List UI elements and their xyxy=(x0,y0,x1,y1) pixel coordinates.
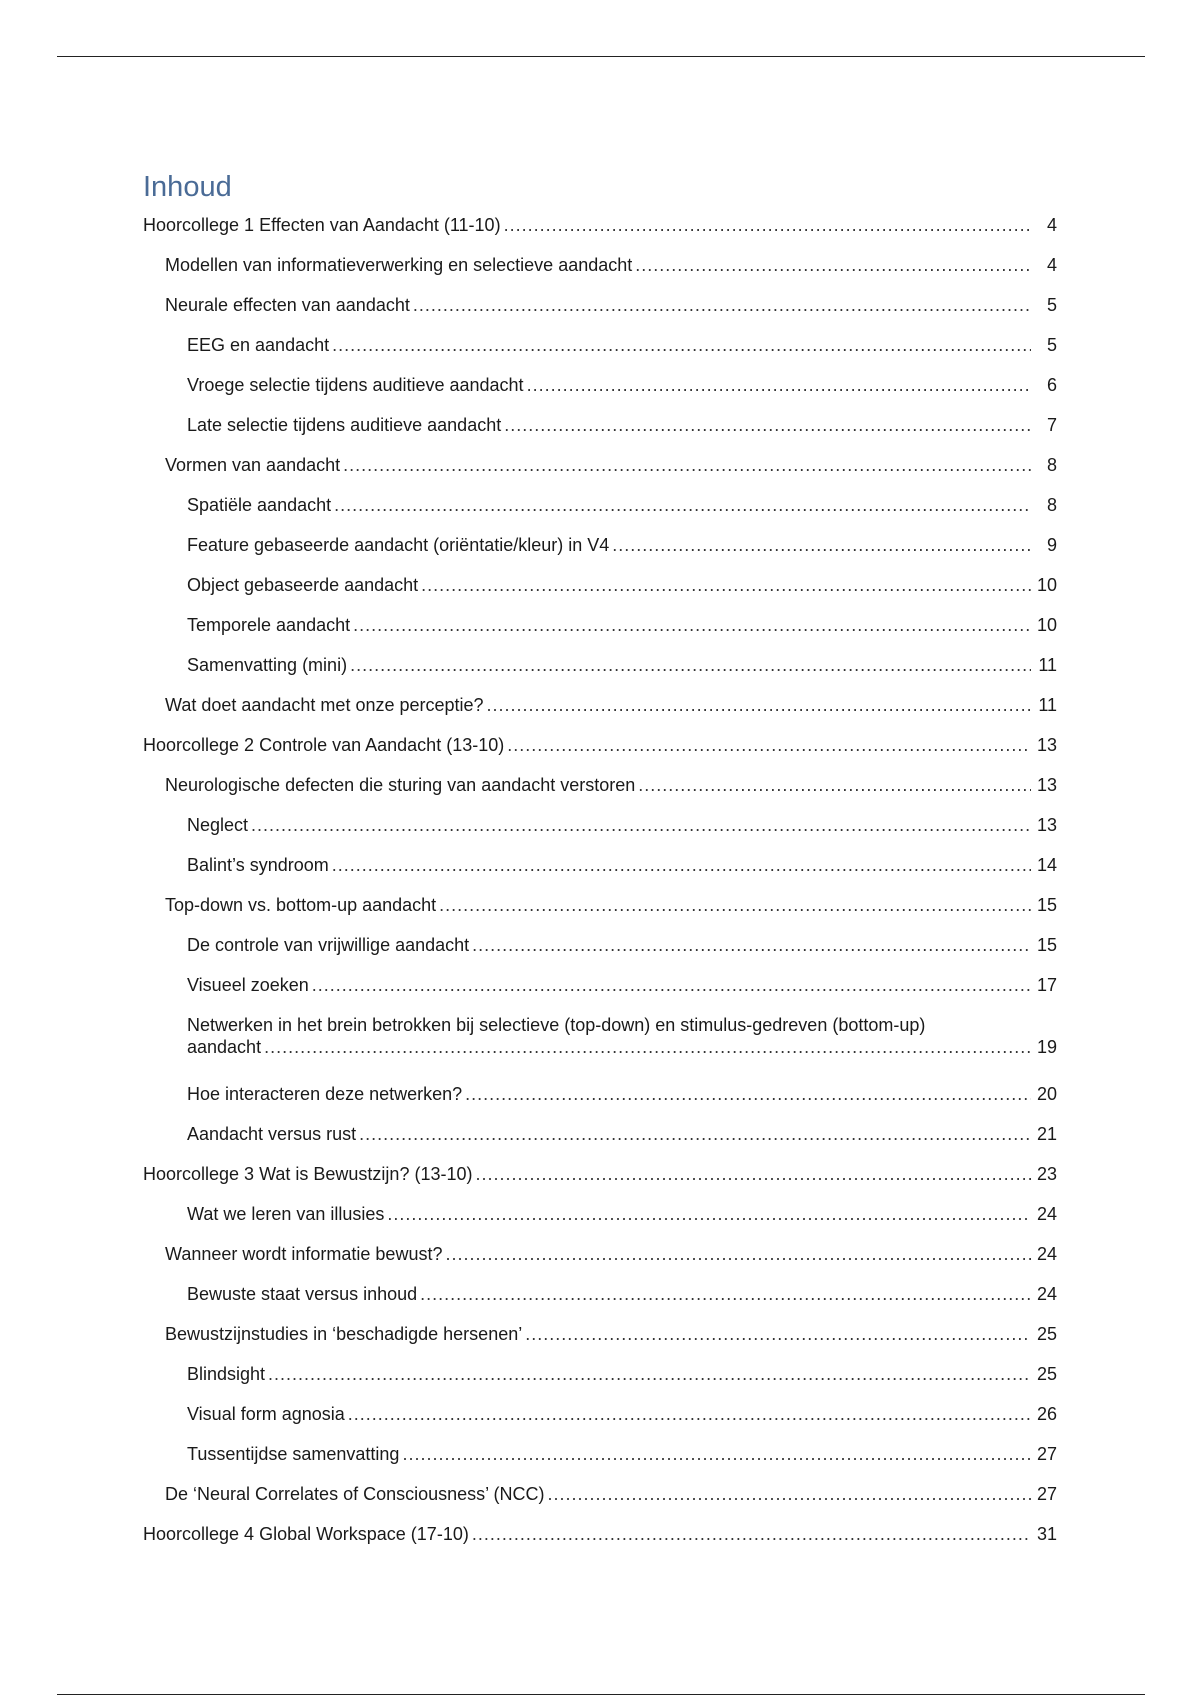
toc-page-number: 9 xyxy=(1046,535,1057,555)
toc-page-number: 13 xyxy=(1036,735,1057,755)
toc-entry-text: Neurale effecten van aandacht xyxy=(165,295,410,315)
toc-page-number: 24 xyxy=(1036,1244,1057,1264)
dot-leader xyxy=(475,1163,1031,1185)
dot-leader xyxy=(504,414,1031,436)
header-rule xyxy=(57,56,1145,57)
toc-entry-line xyxy=(187,814,1057,836)
toc-entry[interactable] xyxy=(143,1159,1057,1199)
toc-page-number: 15 xyxy=(1036,895,1057,915)
dot-leader xyxy=(348,1403,1031,1425)
toc-entry-line xyxy=(165,1323,1057,1345)
toc-entry-text: Netwerken in het brein betrokken bij selectieve (top-down) en stimulus-gedreven (bottom-up) xyxy=(187,1015,926,1035)
toc-entry-line xyxy=(165,694,1057,716)
toc-entry-text-continued: aandacht xyxy=(187,1037,262,1057)
toc-entry-text: Temporele aandacht xyxy=(187,615,351,635)
toc-entry-text: Spatiële aandacht xyxy=(187,495,332,515)
toc-entry-text: Bewuste staat versus inhoud xyxy=(187,1284,418,1304)
toc-page-number: 8 xyxy=(1046,495,1057,515)
toc-entry[interactable] xyxy=(143,1279,1057,1319)
dot-leader xyxy=(612,534,1031,556)
toc-entry[interactable] xyxy=(143,1079,1057,1119)
toc-entry-line xyxy=(187,1203,1057,1225)
toc-entry[interactable] xyxy=(143,770,1057,810)
toc-entry[interactable] xyxy=(143,810,1057,850)
toc-page-number: 24 xyxy=(1036,1204,1057,1224)
toc-page-number: 13 xyxy=(1036,815,1057,835)
dot-leader xyxy=(264,1036,1031,1058)
toc-entry-text: Balint’s syndroom xyxy=(187,855,329,875)
toc-page-number: 4 xyxy=(1046,255,1057,275)
toc-entry-text: Hoe interacteren deze netwerken? xyxy=(187,1084,463,1104)
dot-leader xyxy=(465,1083,1031,1105)
toc-entry-text: Vormen van aandacht xyxy=(165,455,341,475)
toc-entry-text: Modellen van informatieverwerking en selectieve aandacht xyxy=(165,255,633,275)
toc-entry-line xyxy=(165,894,1057,916)
table-of-contents xyxy=(143,168,1057,1559)
toc-entry-text: Bewustzijnstudies in ‘beschadigde hersenen’ xyxy=(165,1324,523,1344)
toc-entry[interactable] xyxy=(143,570,1057,610)
toc-entry[interactable] xyxy=(143,1319,1057,1359)
toc-page-number: 14 xyxy=(1036,855,1057,875)
toc-entry-line xyxy=(187,574,1057,596)
toc-page-number: 5 xyxy=(1046,335,1057,355)
toc-entry-line xyxy=(143,214,1057,236)
toc-entry[interactable] xyxy=(143,370,1057,410)
toc-page-number: 11 xyxy=(1038,655,1057,675)
toc-entry[interactable] xyxy=(143,1519,1057,1559)
toc-entry-line xyxy=(187,934,1057,956)
dot-leader xyxy=(635,254,1031,276)
toc-entry[interactable] xyxy=(143,650,1057,690)
toc-entry-line xyxy=(187,534,1057,556)
toc-page-number: 25 xyxy=(1036,1324,1057,1344)
toc-entry[interactable] xyxy=(143,410,1057,450)
toc-entry[interactable] xyxy=(143,250,1057,290)
toc-entry-line xyxy=(187,1283,1057,1305)
toc-entry-line xyxy=(187,1363,1057,1385)
toc-entry[interactable] xyxy=(143,1119,1057,1159)
toc-entry-line xyxy=(143,734,1057,756)
toc-entry-text: Vroege selectie tijdens auditieve aandacht xyxy=(187,375,524,395)
toc-entry-text: Feature gebaseerde aandacht (oriëntatie/kleur) in V4 xyxy=(187,535,610,555)
toc-entry-text: Hoorcollege 1 Effecten van Aandacht (11-10) xyxy=(143,215,501,235)
toc-entry-text: Aandacht versus rust xyxy=(187,1124,357,1144)
toc-page-number: 27 xyxy=(1036,1484,1057,1504)
toc-entry[interactable] xyxy=(143,290,1057,330)
toc-page-number: 7 xyxy=(1046,415,1057,435)
dot-leader xyxy=(487,694,1031,716)
toc-entry[interactable] xyxy=(143,690,1057,730)
toc-page-number: 11 xyxy=(1038,695,1057,715)
dot-leader xyxy=(334,494,1031,516)
dot-leader xyxy=(525,1323,1031,1345)
toc-entry-line xyxy=(165,1243,1057,1265)
toc-entry[interactable] xyxy=(143,530,1057,570)
toc-page-number: 24 xyxy=(1036,1284,1057,1304)
toc-entry-text: Hoorcollege 3 Wat is Bewustzijn? (13-10) xyxy=(143,1164,473,1184)
dot-leader xyxy=(472,934,1031,956)
toc-entry[interactable] xyxy=(143,850,1057,890)
dot-leader xyxy=(402,1443,1031,1465)
toc-entry-line xyxy=(187,614,1057,636)
toc-entry[interactable] xyxy=(143,1479,1057,1519)
toc-entry[interactable] xyxy=(143,1359,1057,1399)
toc-entry[interactable] xyxy=(143,1010,1057,1079)
toc-entry-text: Wat doet aandacht met onze perceptie? xyxy=(165,695,484,715)
toc-title: Inhoud xyxy=(143,171,232,203)
toc-entry-line xyxy=(165,454,1057,476)
toc-entry[interactable] xyxy=(143,450,1057,490)
dot-leader xyxy=(387,1203,1031,1225)
toc-page-number: 26 xyxy=(1036,1404,1057,1424)
toc-entry-line xyxy=(187,414,1057,436)
toc-page-number: 15 xyxy=(1036,935,1057,955)
toc-entry-line xyxy=(187,1403,1057,1425)
toc-entry-text: Blindsight xyxy=(187,1364,266,1384)
dot-leader xyxy=(268,1363,1031,1385)
toc-entry-text: Samenvatting (mini) xyxy=(187,655,348,675)
toc-entry-text: Late selectie tijdens auditieve aandacht xyxy=(187,415,502,435)
toc-entry[interactable] xyxy=(143,210,1057,250)
toc-entry-line xyxy=(165,294,1057,316)
toc-page-number: 23 xyxy=(1036,1164,1057,1184)
toc-entry-text: De ‘Neural Correlates of Consciousness’ (NCC) xyxy=(165,1484,545,1504)
toc-entry-line xyxy=(143,1523,1057,1545)
toc-page-number: 10 xyxy=(1036,615,1057,635)
toc-entry[interactable] xyxy=(143,1399,1057,1439)
dot-leader xyxy=(251,814,1031,836)
dot-leader xyxy=(420,1283,1031,1305)
toc-entry-text: Hoorcollege 4 Global Workspace (17-10) xyxy=(143,1524,469,1544)
dot-leader xyxy=(547,1483,1031,1505)
toc-entry-text: Top-down vs. bottom-up aandacht xyxy=(165,895,437,915)
toc-entry-text: Wat we leren van illusies xyxy=(187,1204,385,1224)
toc-list xyxy=(143,210,1057,1559)
toc-entry[interactable] xyxy=(143,1199,1057,1239)
toc-entry[interactable] xyxy=(143,930,1057,970)
toc-entry-text: Hoorcollege 2 Controle van Aandacht (13-10) xyxy=(143,735,505,755)
toc-page-number: 6 xyxy=(1046,375,1057,395)
toc-entry-text: Visual form agnosia xyxy=(187,1404,345,1424)
dot-leader xyxy=(472,1523,1031,1545)
toc-entry-text: Tussentijdse samenvatting xyxy=(187,1444,400,1464)
toc-entry-text: Neurologische defecten die sturing van aandacht verstoren xyxy=(165,775,636,795)
toc-entry-text: De controle van vrijwillige aandacht xyxy=(187,935,470,955)
toc-entry-line xyxy=(187,854,1057,876)
dot-leader xyxy=(439,894,1031,916)
toc-entry-text: Visueel zoeken xyxy=(187,975,309,995)
toc-entry-line xyxy=(187,1036,1057,1058)
toc-entry[interactable] xyxy=(143,1439,1057,1479)
footer-rule xyxy=(57,1694,1145,1695)
toc-entry-line xyxy=(165,774,1057,796)
toc-page-number: 10 xyxy=(1036,575,1057,595)
toc-entry[interactable] xyxy=(143,970,1057,1010)
toc-page-number: 8 xyxy=(1046,455,1057,475)
toc-page-number: 25 xyxy=(1036,1364,1057,1384)
dot-leader xyxy=(413,294,1031,316)
toc-entry-line xyxy=(187,494,1057,516)
toc-entry-line xyxy=(187,974,1057,996)
toc-entry-line xyxy=(165,254,1057,276)
dot-leader xyxy=(638,774,1031,796)
toc-entry[interactable] xyxy=(143,730,1057,770)
dot-leader xyxy=(312,974,1031,996)
toc-page-number: 19 xyxy=(1036,1037,1057,1057)
dot-leader xyxy=(332,854,1031,876)
toc-page-number: 4 xyxy=(1046,215,1057,235)
toc-entry-line xyxy=(187,654,1057,676)
dot-leader xyxy=(507,734,1031,756)
toc-page-number: 27 xyxy=(1036,1444,1057,1464)
toc-page-number: 17 xyxy=(1036,975,1057,995)
toc-page-number: 20 xyxy=(1036,1084,1057,1104)
toc-entry-line xyxy=(187,374,1057,396)
toc-entry-line xyxy=(187,1123,1057,1145)
toc-entry[interactable] xyxy=(143,610,1057,650)
toc-entry-text: Object gebaseerde aandacht xyxy=(187,575,419,595)
dot-leader xyxy=(421,574,1031,596)
toc-entry-line xyxy=(187,1443,1057,1465)
toc-entry-text: EEG en aandacht xyxy=(187,335,330,355)
dot-leader xyxy=(359,1123,1031,1145)
toc-entry[interactable] xyxy=(143,1239,1057,1279)
toc-entry-line xyxy=(187,1083,1057,1105)
dot-leader xyxy=(332,334,1031,356)
toc-entry-line xyxy=(143,1163,1057,1185)
toc-entry-text: Neglect xyxy=(187,815,249,835)
toc-entry[interactable] xyxy=(143,330,1057,370)
toc-entry-text: Wanneer wordt informatie bewust? xyxy=(165,1244,443,1264)
toc-page-number: 13 xyxy=(1036,775,1057,795)
toc-page-number: 21 xyxy=(1036,1124,1057,1144)
dot-leader xyxy=(527,374,1031,396)
dot-leader xyxy=(445,1243,1031,1265)
toc-page-number: 5 xyxy=(1046,295,1057,315)
toc-entry[interactable] xyxy=(143,890,1057,930)
toc-page-number: 31 xyxy=(1036,1524,1057,1544)
dot-leader xyxy=(353,614,1031,636)
toc-entry[interactable] xyxy=(143,490,1057,530)
dot-leader xyxy=(343,454,1031,476)
toc-entry-line xyxy=(187,334,1057,356)
dot-leader xyxy=(350,654,1031,676)
dot-leader xyxy=(504,214,1031,236)
toc-entry-line xyxy=(165,1483,1057,1505)
